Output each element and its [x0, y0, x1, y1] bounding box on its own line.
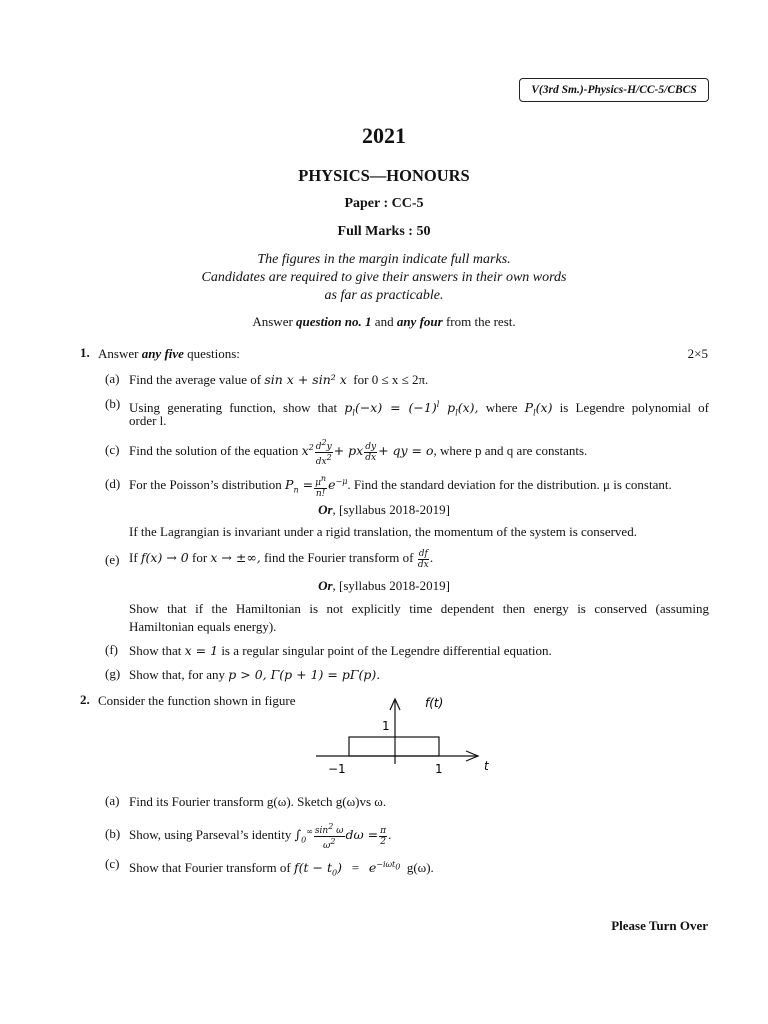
q1e-label: (e): [105, 552, 120, 567]
q1d-label: (d): [105, 476, 121, 491]
q1d-text: For the Poisson’s distribution $P_n$ = $\frac{\mu^n}{n!}$ $e^{-\mu}$. Find the standard deviation for the distribution. μ is constant.: [129, 473, 672, 499]
full-marks: Full Marks : 50: [337, 224, 431, 239]
q1e-alternative-line2: Hamiltonian equals energy).: [129, 619, 277, 634]
instruction-line-2: Candidates are required to give their answers in their own words: [201, 270, 567, 285]
paper-code-box: [519, 78, 709, 102]
q1e-text: If f(x) → 0 for x → ±∞, find the Fourier transform of $\frac{df}{dx}$ .: [129, 548, 434, 570]
answer-note: Answer question no. 1 and any four from the rest.: [252, 314, 516, 329]
paper-number: Paper : CC-5: [344, 196, 424, 211]
question-1-intro: Answer any five questions:: [98, 346, 240, 361]
question-2-intro: Consider the function shown in figure: [98, 693, 296, 708]
height-label: 1: [382, 719, 390, 733]
q1d-alternative: If the Lagrangian is invariant under a rigid translation, the momentum of the system is conserved.: [129, 524, 637, 539]
pulse-rectangle: [349, 737, 439, 756]
paper-code: V(3rd Sm.)-Physics-H/CC-5/CBCS: [531, 84, 697, 96]
q1g-text: Show that, for any p > 0, Γ(p + 1) = pΓ(p).: [129, 667, 381, 682]
right-tick-label: 1: [435, 762, 443, 776]
t-axis-label: t: [484, 759, 489, 773]
instruction-line-3: as far as practicable.: [324, 288, 444, 303]
q1b-text: Using generating function, show that $p_l(-x) = (-1)^l$ $p_l(x)$, where $P_l(x)$ is Legendre polynomial of: [129, 400, 710, 418]
question-1-number: 1.: [80, 345, 90, 360]
q1a-label: (a): [105, 371, 120, 386]
q2c-label: (c): [105, 856, 120, 871]
left-tick-label: −1: [328, 762, 346, 776]
q1f-label: (f): [105, 642, 118, 657]
q1e-alternative-line1: Show that if the Hamiltonian is not explicitly time dependent then energy is conserved (assuming: [129, 601, 709, 616]
f-axis-label: f(t): [425, 696, 444, 710]
q2b-label: (b): [105, 826, 121, 841]
q1b-text-line2: order l.: [129, 413, 167, 428]
q1a-text: Find the average value of sin x + sin² x for 0 ≤ x ≤ 2π.: [129, 372, 429, 387]
q1f-text: Show that x = 1 is a regular singular point of the Legendre differential equation.: [129, 643, 552, 658]
instruction-line-1: The figures in the margin indicate full marks.: [257, 252, 511, 267]
question-2-number: 2.: [80, 692, 90, 707]
q2b-text: Show, using Parseval’s identity $\int_0^\infty$ $\frac{\sin^2 \omega}{\omega^2}$ dω = $\frac{\pi}{2}$ .: [129, 821, 392, 851]
exam-year: 2021: [362, 123, 406, 148]
q1c-text: Find the solution of the equation $x^2$ $\frac{d^2y}{dx^2}$ + px $\frac{dy}{dx}$ + qy = o, where p and q are constants.: [129, 437, 588, 467]
or-syllabus-1: Or, [syllabus 2018-2019]: [318, 502, 450, 517]
q2c-text: Show that Fourier transform of $f(t - t_0) = e^{-i\omega t_0}$ g(ω).: [129, 860, 434, 878]
q2a-label: (a): [105, 793, 120, 808]
rectangular-pulse-figure: [300, 690, 510, 780]
q2a-text: Find its Fourier transform g(ω). Sketch g(ω)vs ω.: [129, 794, 387, 809]
subject-title: PHYSICS—HONOURS: [298, 166, 470, 185]
q1b-label: (b): [105, 396, 121, 411]
q1g-label: (g): [105, 666, 121, 681]
q1c-label: (c): [105, 442, 120, 457]
please-turn-over: Please Turn Over: [611, 918, 708, 933]
question-1-marks: 2×5: [687, 346, 708, 361]
or-syllabus-2: Or, [syllabus 2018-2019]: [318, 578, 450, 593]
